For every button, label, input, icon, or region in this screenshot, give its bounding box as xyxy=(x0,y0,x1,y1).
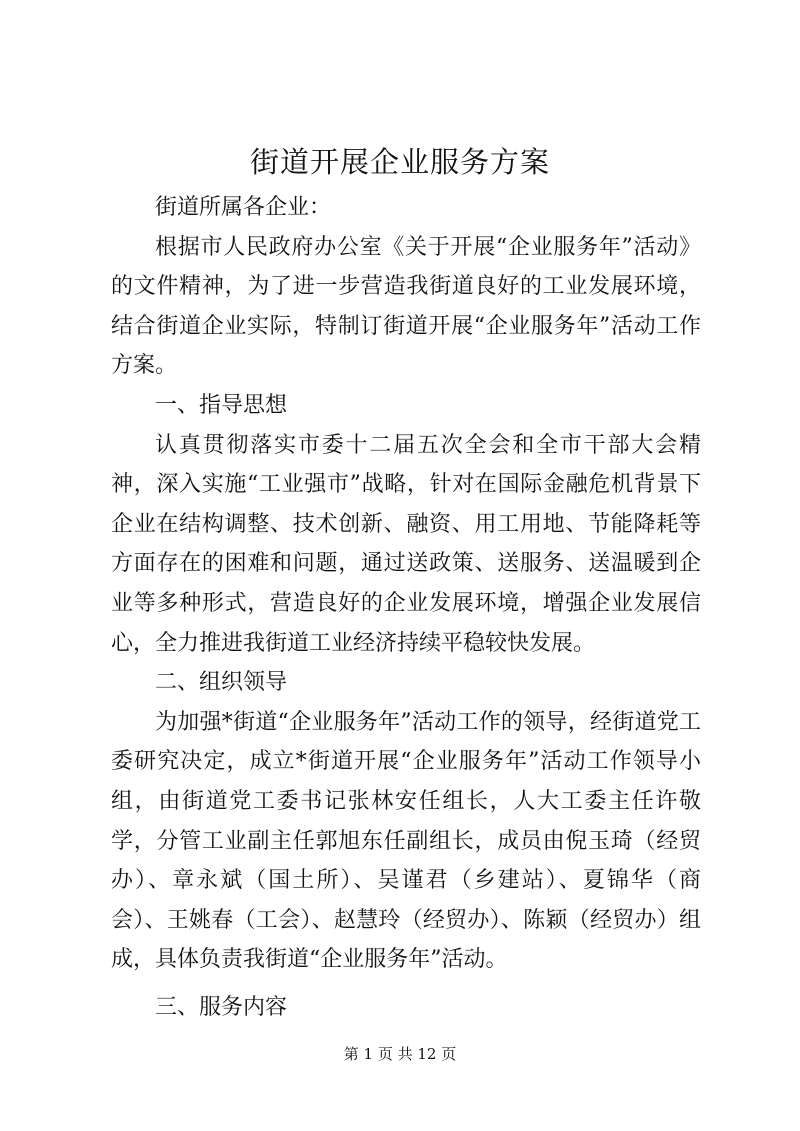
section-heading-organization: 二、组织领导 xyxy=(155,670,288,696)
document-title: 街道开展企业服务方案 xyxy=(249,145,550,179)
salutation: 街道所属各企业： xyxy=(155,195,332,220)
section-heading-guiding-thought: 一、指导思想 xyxy=(155,392,288,418)
document-body xyxy=(111,188,701,1027)
page-number-footer: 第 1 页 共 12 页 xyxy=(343,1045,457,1063)
intro-paragraph: 根据市人民政府办公室《关于开展“企业服务年”活动》的文件精神，为了进一步营造我街道良好的工业发展环境，结合街道企业实际，特制订街道开展“企业服务年”活动工作方案。 xyxy=(111,234,701,379)
organization-paragraph: 为加强*街道“企业服务年”活动工作的领导，经街道党工委研究决定，成立*街道开展“企业服务年”活动工作领导小组，由街道党工委书记张林安任组长，人大工委主任许敬学，分管工业副主任郭旭东任副组长，成员由倪玉琦（经贸办）、章永斌（国土所）、吴谨君（乡建站）、夏锦华（商会）、王姚春（工会）、赵慧玲（经贸办）、陈颖（经贸办）组成，具体负责我街道“企业服务年”活动。 xyxy=(111,709,701,973)
guiding-thought-paragraph: 认真贯彻落实市委十二届五次全会和全市干部大会精神，深入实施“工业强市”战略，针对在国际金融危机背景下企业在结构调整、技术创新、融资、用工用地、节能降耗等方面存在的困难和问题，通过送政策、送服务、送温暖到企业等多种形式，营造良好的企业发展环境，增强企业发展信心，全力推进我街道工业经济持续平稳较快发展。 xyxy=(111,432,701,656)
section-heading-service-content: 三、服务内容 xyxy=(155,994,288,1020)
